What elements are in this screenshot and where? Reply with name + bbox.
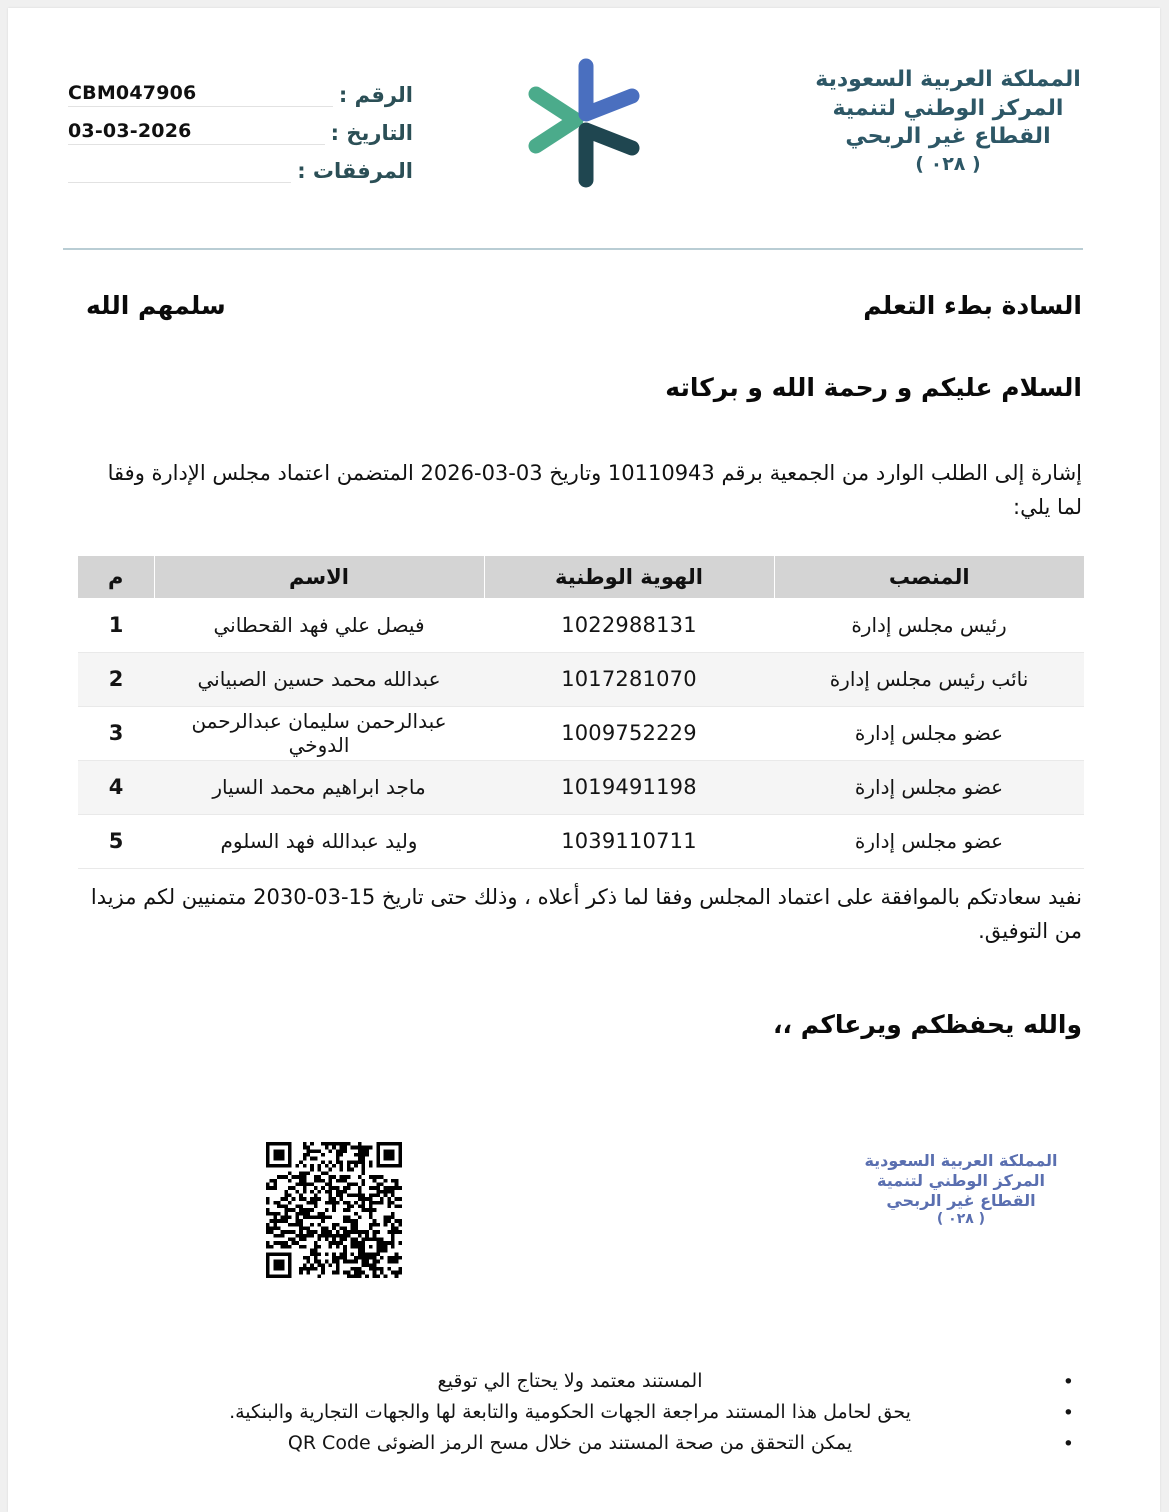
cell-index: 5 [78,814,154,868]
cell-position: عضو مجلس إدارة [774,760,1084,814]
attachments-label: المرفقات : [297,159,413,183]
organization-name-footer [836,1151,1086,1229]
blessing-line: والله يحفظكم ويرعاكم ،، [773,1010,1082,1039]
footer-org-line-4: ( ٠٢٨ ) [936,1211,986,1228]
ncnp-logo-mark [516,52,652,192]
cell-index: 4 [78,760,154,814]
cell-national-id: 1022988131 [484,598,774,652]
footer-org-line-2: المركز الوطني لتنمية [877,1171,1045,1191]
cell-national-id: 1039110711 [484,814,774,868]
recipient-honorific: سلمهم الله [86,291,226,320]
meta-row-issue-date [68,112,413,145]
cell-index: 3 [78,706,154,760]
cell-national-id: 1019491198 [484,760,774,814]
table-row [78,598,1084,652]
meta-row-reference-number [68,74,413,107]
org-line-2: المركز الوطني لتنمية [832,95,1064,121]
cell-position: نائب رئيس مجلس إدارة [774,652,1084,706]
issue-date-label: التاريخ : [330,121,413,145]
header-meta-fields [68,74,413,188]
attachments-field [68,154,291,183]
cell-name: عبدالرحمن سليمان عبدالرحمن الدوخي [154,706,484,760]
footer-org-line-3: القطاع غير الربحي [886,1191,1036,1211]
table-row [78,706,1084,760]
meta-row-attachments [68,150,413,183]
table-row [78,652,1084,706]
header-divider [63,248,1083,250]
column-header-position: المنصب [774,556,1084,598]
cell-name: عبدالله محمد حسين الصبياني [154,652,484,706]
cell-national-id: 1009752229 [484,706,774,760]
org-line-4: ( ٠٢٨ ) [915,152,981,175]
logo-chevron-dark [586,130,632,180]
bullet-icon: • [1062,1371,1074,1393]
closing-paragraph: نفيد سعادتكم بالموافقة على اعتماد المجلس وفقا لما ذكر أعلاه ، وذلك حتى تاريخ 15-03-2030 متمنيين لكم مزيدا من التوفيق. [90,885,1082,944]
table-row [78,760,1084,814]
reference-number-value: CBM047906 [68,82,197,104]
reference-number-label: الرقم : [338,83,413,107]
column-header-national-id: الهوية الوطنية [484,556,774,598]
cell-position: عضو مجلس إدارة [774,706,1084,760]
column-header-index: م [78,556,154,598]
footer-note-text: المستند معتمد ولا يحتاج الي توقيع [437,1370,703,1392]
footer-note-item [90,1428,1074,1459]
footer-note-item [90,1366,1074,1397]
bullet-icon: • [1062,1432,1074,1455]
cell-index: 1 [78,598,154,652]
issue-date-value: 03-03-2026 [68,120,192,142]
greeting-line: السلام عليكم و رحمة الله و بركاته [665,373,1082,402]
board-members-table [78,556,1084,869]
letter-header [8,8,1160,213]
recipient-line: السادة بطء التعلم [863,291,1082,320]
letter-sheet [8,8,1160,1512]
table-header-row [78,556,1084,598]
cell-national-id: 1017281070 [484,652,774,706]
reference-number-field [68,78,333,107]
table-row [78,814,1084,868]
cell-index: 2 [78,652,154,706]
footer-org-line-1: المملكة العربية السعودية [864,1151,1058,1170]
organization-name-header [798,66,1098,176]
org-line-3: القطاع غير الربحي [845,124,1051,150]
footer-note-item [90,1397,1074,1428]
footer-notes-list [90,1366,1074,1458]
org-line-1: المملكة العربية السعودية [815,67,1081,92]
cell-name: وليد عبدالله فهد السلوم [154,814,484,868]
qr-code [266,1142,402,1278]
bullet-icon: • [1062,1401,1074,1424]
issue-date-field [68,116,325,145]
footer-note-text: يحق لحامل هذا المستند مراجعة الجهات الحكومية والتابعة لها والجهات التجارية والبنكية. [229,1400,911,1423]
attachments-value [68,180,70,182]
logo-chevron-green [536,94,576,146]
footer-note-text: يمكن التحقق من صحة المستند من خلال مسح الرمز الضوئى QR Code [287,1431,853,1454]
cell-name: ماجد ابراهيم محمد السيار [154,760,484,814]
cell-position: عضو مجلس إدارة [774,814,1084,868]
reference-paragraph: إشارة إلى الطلب الوارد من الجمعية برقم 10110943 وتاريخ 03-03-2026 المتضمن اعتماد مجلس الإدارة وفقا لما يلي: [107,461,1082,520]
logo-chevron-blue [586,66,632,114]
column-header-name: الاسم [154,556,484,598]
cell-name: فيصل علي فهد القحطاني [154,598,484,652]
cell-position: رئيس مجلس إدارة [774,598,1084,652]
